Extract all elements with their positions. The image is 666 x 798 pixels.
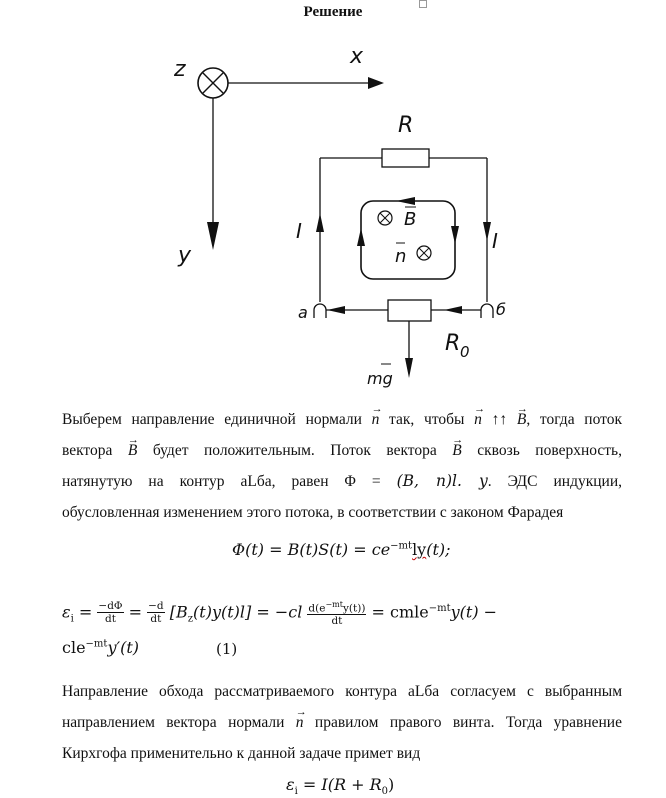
equation-flux: $\Phi(t) = B(t)S(t) = ce^{-mt}ly(t)$; (232, 540, 451, 559)
normal-n-label: n (395, 246, 407, 267)
resistor-r0 (388, 300, 431, 321)
resistor-r0-subscript: 0 (460, 343, 470, 361)
paragraph-2-line-2: направлением вектора нормали → n правилом правого винта. Тогда уравнение (62, 707, 622, 738)
x-axis-arrow-icon (368, 77, 384, 89)
equation-number: (1) (216, 640, 238, 658)
gravity-label: mg (367, 369, 393, 388)
paragraph-2 (62, 676, 622, 769)
section-heading: Решение (303, 4, 363, 20)
current-right-arrow-icon (483, 222, 491, 241)
paragraph-2-line-1: Направление обхода рассматриваемого контура aLба согласуем с выбранным (62, 683, 622, 700)
y-axis-arrow-icon (207, 222, 219, 250)
circuit (296, 113, 506, 388)
field-b-label: B (404, 209, 417, 230)
axis-z-label: z (174, 57, 186, 82)
paragraph-1-line-2: вектора → B будет положительным. Поток вектора → B сквозь поверхность, (62, 435, 622, 466)
axis-system (173, 44, 384, 268)
current-right-label: I (492, 229, 498, 253)
axis-x-label: x (350, 44, 364, 69)
axis-y-label: y (178, 243, 192, 268)
equation-emf: $\varepsilon_i$ = $\frac{-d\Phi}{dt}$ = $\frac{-d}{dt}$ $[B_z(t)y(t)l] = -cl$ $\frac{d(e^{-mt}y(t))}{dt}$ = cmle$^{-mt}$y(t) − (62, 599, 498, 628)
point-b-label: б (496, 300, 506, 319)
paragraph-2-line-3: Кирхгофа применительно к данной задаче примет вид (62, 745, 421, 762)
gravity-arrow-icon (405, 358, 413, 378)
point-a-label: a (298, 303, 308, 322)
paragraph-1-line-3: натянутую на контур aLба, равен Φ = (B, n)l. y. ЭДС индукции, (62, 472, 622, 490)
resistor-r-label: R (398, 113, 414, 138)
paragraph-1 (62, 404, 622, 528)
resistor-r0-label: R (445, 331, 461, 356)
resistor-r (382, 149, 429, 167)
current-left-label: I (296, 219, 302, 243)
equation-emf-line-2: cle$^{-mt}$y′(t) (62, 638, 140, 657)
current-left-arrow-icon (316, 213, 324, 232)
paragraph-1-line-4: обусловленная изменением этого потока, в соответствии с законом Фарадея (62, 504, 564, 521)
paragraph-1-line-1: Выберем направление единичной нормали → n так, чтобы → n ↑↑ → B, тогда поток (62, 404, 622, 435)
equation-kirchhoff: $\varepsilon_i = I(R + R_0)$ (286, 775, 395, 798)
